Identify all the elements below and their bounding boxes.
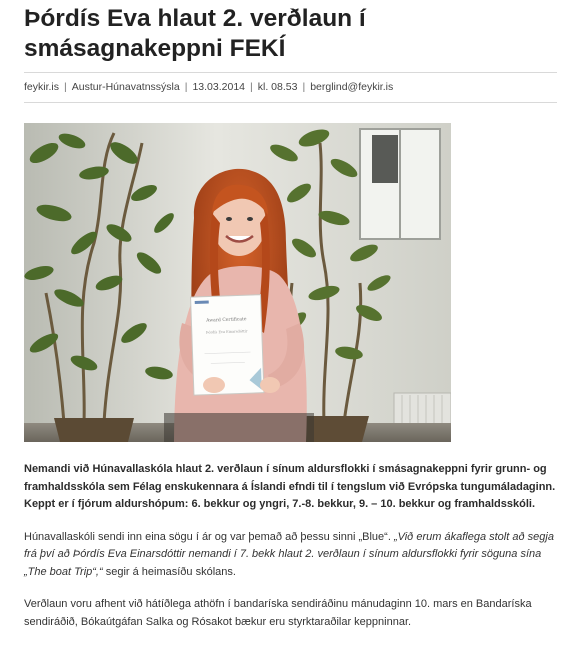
meta-author-email[interactable]: berglind@feykir.is — [310, 81, 394, 93]
meta-separator: | — [184, 81, 188, 93]
meta-date: 13.03.2014 — [192, 81, 246, 93]
article-body — [24, 461, 557, 646]
article-title-link[interactable]: Þórdís Eva hlaut 2. verðlaun í smásagnakeppni FEKÍ — [24, 5, 366, 62]
certificate-recipient: Þórdís Eva Einarsdóttir — [205, 329, 248, 335]
article-paragraph-3: Verðlaun voru afhent við hátíðlega athöfn í bandaríska sendiráðinu mánudaginn 10. mars en Bandaríska sendiráðið, Bókaútgáfan Salka og Rósakot bækur eru styrktaraðilar keppninnar. — [24, 598, 532, 628]
school-quote: „Við erum ákaflega stolt að segja frá því að Þórdís Eva Einarsdóttir nemandi í 7. bekk hlaut 2. verðlaun í sínum aldursflokki fyrir söguna sína „The boat Trip“,“ — [24, 530, 554, 578]
article — [24, 0, 559, 628]
article-title — [24, 0, 559, 64]
article-lead: Nemandi við Húnavallaskóla hlaut 2. verðlaun í sínum aldursflokki í smásagnakeppni fyrir grunn- og framhaldsskóla sem Félag enskukennara á Íslandi efndi til í tengslum við Evrópska tungumáladaginn. Keppt er í fjórum aldurshópum: 6. bekkur og yngri, 7.-8. bekkur, 9. – 10. bekkur og framhaldsskóli. — [24, 463, 556, 510]
meta-source[interactable]: feykir.is — [24, 81, 60, 93]
photo-girl-with-certificate — [24, 123, 451, 442]
meta-divider-top — [24, 72, 557, 73]
meta-separator: | — [250, 81, 253, 93]
meta-divider-bottom — [24, 102, 557, 103]
article-meta — [24, 80, 557, 94]
article-paragraph-2 — [24, 529, 557, 582]
certificate-heading: Award Certificate — [206, 317, 247, 324]
meta-separator: | — [64, 81, 67, 93]
paragraph-2-text: Húnavallaskóli sendi inn eina sögu í ár og var þemað að þessu sinni „Blue“. — [24, 530, 394, 543]
meta-time: kl. 08.53 — [257, 81, 298, 93]
meta-region[interactable]: Austur-Húnavatnssýsla — [71, 81, 180, 93]
paragraph-2-attribution: segir á heimasíðu skólans. — [102, 565, 236, 578]
article-photo — [24, 123, 451, 442]
meta-separator: | — [302, 81, 306, 93]
